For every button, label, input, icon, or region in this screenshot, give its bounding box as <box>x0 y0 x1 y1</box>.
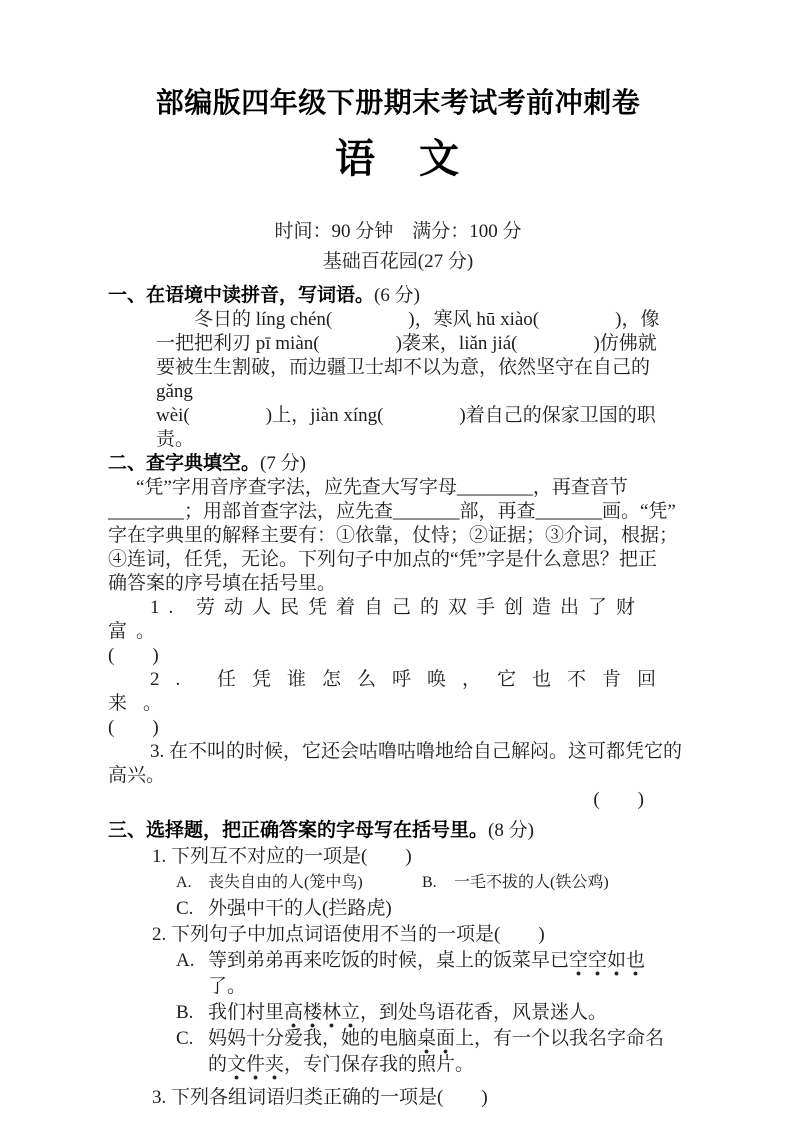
section-banner: 基础百花园(27 分) <box>322 251 474 272</box>
q2-title-text: 二、查字典填空。 <box>108 453 261 474</box>
q2-item-2 <box>108 668 688 740</box>
q1-passage-line: 一把把利刃 pī miàn( )袭来，liǎn jiá( )仿佛就 <box>156 333 657 354</box>
question-section-3 <box>108 818 688 1111</box>
paper-title: 部编版四年级下册期末考试考前冲刺卷 <box>155 87 641 118</box>
q2-line: “凭”字用音序查字法，应先查大写字母________，再查音节 <box>136 477 628 498</box>
q3-item-1-options-row-1 <box>176 870 676 896</box>
q2-instructions <box>108 476 688 596</box>
q2-line: ________；用部首查字法，应先查_______部，再查_______画。“凭” <box>108 501 676 522</box>
exam-meta: 时间：90 分钟 满分：100 分 <box>274 221 522 242</box>
q2-item-2-sentence: 2. 任凭谁怎么呼唤，它也不肯回来。 <box>108 669 673 714</box>
subject-title: 语 文 <box>335 137 461 181</box>
option-a-label: A. <box>176 950 195 971</box>
q1-title <box>108 284 688 308</box>
q3-score: (8 分) <box>488 820 534 841</box>
text-segment: 上，有一个以我名字命名的 <box>208 1028 665 1075</box>
option-c <box>176 896 676 922</box>
q1-title-text: 一、在语境中读拼音，写词语。 <box>108 285 375 306</box>
q2-line: ④连词，任凭，无论。下列句子中加点的“凭”字是什么意思？把正 <box>108 549 657 570</box>
q1-passage-line: 责。 <box>156 429 195 450</box>
q2-item-1-answer-bracket: ( ) <box>108 645 159 666</box>
q2-item-3-answer-bracket: ( ) <box>593 789 644 810</box>
option-b-text: 一毛不拔的人(铁公鸡) <box>454 874 609 891</box>
emphasized-word: 空空如也 <box>569 950 645 976</box>
text-segment: ，专门保存我的照片。 <box>284 1054 475 1075</box>
q1-passage-line: 冬日的 líng chén( )，寒风 hū xiào( )，像 <box>194 309 660 330</box>
question-section-1 <box>108 284 688 452</box>
q3-item-3-stem: 3. 下列各组词语归类正确的一项是( ) <box>152 1087 488 1108</box>
q1-score: (6 分) <box>374 285 420 306</box>
q2-item-3-sentence-cont: 高兴。 <box>108 765 166 786</box>
option-a-text: 丧失自由的人(笼中鸟) <box>208 874 363 891</box>
option-a <box>176 948 676 1000</box>
option-b-label: B. <box>176 1002 194 1023</box>
option-b-label: B. <box>422 874 437 891</box>
q2-score: (7 分) <box>260 453 306 474</box>
q2-item-3-sentence: 3. 在不叫的时候，它还会咕噜咕噜地给自己解闷。这可都凭它的 <box>150 741 683 762</box>
q1-passage <box>156 308 686 452</box>
q3-item-1 <box>108 844 688 922</box>
text-segment: 我们村里 <box>208 1002 285 1023</box>
question-section-2 <box>108 452 688 812</box>
emphasized-word: 桌面 <box>417 1028 455 1054</box>
text-segment: 了。 <box>208 976 247 997</box>
option-c-label: C. <box>176 1028 194 1049</box>
text-segment: 等到弟弟再来吃饭的时候，桌上的饭菜早已 <box>208 950 570 971</box>
q3-item-2-stem: 2. 下列句子中加点词语使用不当的一项是( ) <box>152 924 545 945</box>
q1-passage-line: wèi( )上，jiàn xíng( )着自己的保家卫国的职 <box>156 405 656 426</box>
option-b <box>176 1000 676 1026</box>
q3-title-text: 三、选择题，把正确答案的字母写在括号里。 <box>108 820 489 841</box>
q2-item-3 <box>108 740 688 812</box>
option-b <box>422 870 609 896</box>
option-a <box>176 870 422 896</box>
q1-passage-line: 要被生生割破，而边疆卫士却不以为意，依然坚守在自己的gǎng <box>156 357 651 402</box>
q2-item-1 <box>108 596 688 668</box>
q2-item-2-answer-bracket: ( ) <box>108 717 159 738</box>
option-b-text <box>208 1000 676 1026</box>
emphasized-word: 高楼林立 <box>284 1002 360 1028</box>
q3-item-1-options <box>176 870 676 922</box>
option-c <box>176 1026 676 1078</box>
option-a-label: A. <box>176 874 192 891</box>
q2-line: 确答案的序号填在括号里。 <box>108 573 337 594</box>
text-segment: ，到处鸟语花香，风景迷人。 <box>360 1002 608 1023</box>
q3-item-2 <box>108 922 688 1078</box>
q3-item-2-options <box>176 948 676 1078</box>
emphasized-word: 文件夹 <box>227 1054 284 1080</box>
option-c-label: C. <box>176 898 194 919</box>
option-c-text <box>208 1026 676 1078</box>
q2-item-1-sentence: 1. 劳动人民凭着自己的双手创造出了财富。 <box>108 597 645 642</box>
q2-title <box>108 452 688 476</box>
text-segment: 妈妈十分爱我，她的电脑 <box>208 1028 418 1049</box>
q2-line: 字在字典里的解释主要有：①依靠，仗恃；②证据；③介词，根据； <box>108 525 679 546</box>
q3-item-1-stem: 1. 下列互不对应的一项是( ) <box>152 846 412 867</box>
option-a-text <box>208 948 676 1000</box>
exam-content <box>108 86 688 1111</box>
q3-title <box>108 818 688 844</box>
option-c-text: 外强中干的人(拦路虎) <box>208 898 392 919</box>
q3-item-3 <box>108 1085 688 1111</box>
